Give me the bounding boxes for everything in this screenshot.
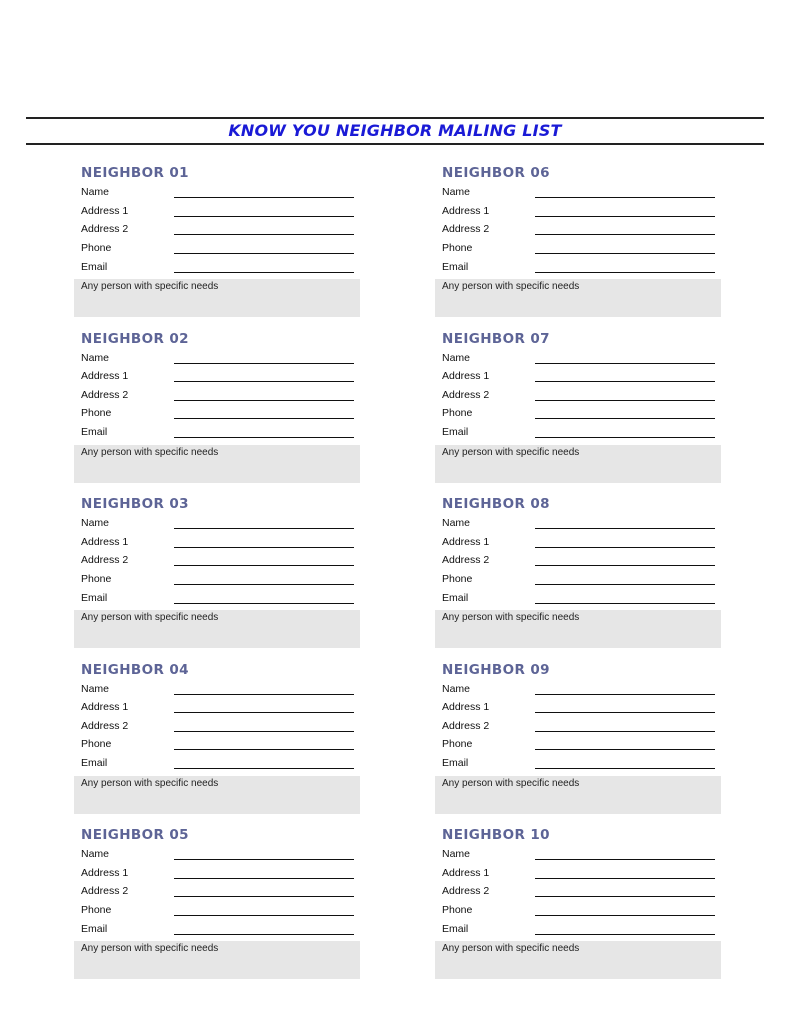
phone-field-row — [81, 902, 361, 920]
address-1-input-line[interactable] — [535, 878, 715, 879]
phone-field-row — [81, 405, 361, 423]
email-label: Email — [442, 426, 469, 438]
phone-input-line[interactable] — [174, 418, 354, 419]
name-input-line[interactable] — [174, 197, 354, 198]
phone-input-line[interactable] — [174, 253, 354, 254]
phone-label: Phone — [81, 407, 112, 419]
phone-label: Phone — [81, 241, 112, 254]
left-column — [74, 164, 374, 992]
neighbor-card-10 — [435, 826, 735, 992]
specific-needs-label: Any person with specific needs — [442, 281, 580, 292]
neighbor-card-09 — [435, 661, 735, 827]
phone-label: Phone — [442, 572, 473, 585]
address-2-label: Address 2 — [81, 388, 129, 401]
address-1-field-row — [442, 534, 722, 552]
specific-needs-box[interactable] — [74, 776, 360, 814]
phone-input-line[interactable] — [535, 915, 715, 916]
neighbor-card-06 — [435, 164, 735, 330]
address-1-label: Address 1 — [442, 204, 490, 217]
phone-input-line[interactable] — [174, 749, 354, 750]
specific-needs-label: Any person with specific needs — [442, 612, 580, 623]
email-input-line[interactable] — [535, 272, 715, 273]
address-1-label: Address 1 — [81, 204, 129, 217]
neighbor-card-04 — [74, 661, 374, 827]
neighbor-card-07 — [435, 330, 735, 496]
specific-needs-box[interactable] — [74, 941, 360, 979]
address-2-label: Address 2 — [442, 554, 490, 566]
name-label: Name — [442, 351, 471, 364]
name-label: Name — [81, 682, 110, 695]
specific-needs-label: Any person with specific needs — [442, 943, 580, 954]
address-2-label: Address 2 — [81, 554, 129, 566]
address-1-field-row — [81, 534, 361, 552]
neighbor-card-05 — [74, 826, 374, 992]
name-label: Name — [442, 682, 471, 695]
specific-needs-box[interactable] — [435, 279, 721, 317]
phone-field-row — [442, 405, 722, 423]
name-input-line[interactable] — [174, 859, 354, 860]
name-label: Name — [81, 186, 110, 198]
address-1-label: Address 1 — [442, 535, 490, 548]
name-input-line[interactable] — [535, 528, 715, 529]
phone-label: Phone — [442, 903, 473, 916]
phone-field-row — [81, 240, 361, 258]
name-field-row — [81, 846, 361, 864]
address-1-input-line[interactable] — [535, 712, 715, 713]
name-field-row — [442, 515, 722, 533]
address-1-label: Address 1 — [442, 866, 490, 879]
name-input-line[interactable] — [535, 859, 715, 860]
specific-needs-box[interactable] — [435, 941, 721, 979]
address-2-field-row — [442, 883, 722, 901]
neighbor-heading: NEIGHBOR 10 — [442, 827, 550, 843]
phone-input-line[interactable] — [535, 418, 715, 419]
phone-field-row — [442, 571, 722, 589]
neighbor-heading: NEIGHBOR 03 — [81, 496, 189, 512]
address-2-input-line[interactable] — [535, 896, 715, 897]
name-input-line[interactable] — [535, 363, 715, 364]
email-label: Email — [442, 591, 469, 604]
address-2-input-line[interactable] — [174, 565, 354, 566]
name-field-row — [81, 681, 361, 699]
address-1-input-line[interactable] — [535, 547, 715, 548]
name-input-line[interactable] — [174, 363, 354, 364]
email-label: Email — [81, 426, 108, 438]
specific-needs-box[interactable] — [435, 610, 721, 648]
neighbor-card-02 — [74, 330, 374, 496]
specific-needs-label: Any person with specific needs — [81, 612, 219, 623]
neighbor-heading: NEIGHBOR 02 — [81, 330, 189, 347]
name-field-row — [81, 515, 361, 533]
email-input-line[interactable] — [174, 768, 354, 769]
name-label: Name — [81, 351, 110, 364]
name-field-row — [442, 681, 722, 699]
address-2-input-line[interactable] — [535, 400, 715, 401]
phone-field-row — [442, 240, 722, 258]
email-label: Email — [81, 757, 108, 769]
address-1-field-row — [81, 203, 361, 221]
email-field-row — [442, 590, 722, 608]
specific-needs-box[interactable] — [74, 279, 360, 317]
address-1-field-row — [442, 699, 722, 717]
specific-needs-box[interactable] — [435, 776, 721, 814]
phone-input-line[interactable] — [535, 749, 715, 750]
email-field-row — [442, 921, 722, 939]
address-1-input-line[interactable] — [174, 216, 354, 217]
name-field-row — [81, 184, 361, 202]
address-2-label: Address 2 — [442, 388, 490, 401]
name-label: Name — [81, 848, 110, 860]
address-2-label: Address 2 — [81, 885, 129, 897]
address-2-field-row — [442, 552, 722, 570]
phone-field-row — [81, 571, 361, 589]
name-label: Name — [442, 186, 471, 198]
address-2-label: Address 2 — [81, 719, 129, 732]
neighbor-heading: NEIGHBOR 08 — [442, 496, 550, 512]
email-input-line[interactable] — [174, 437, 354, 438]
address-1-input-line[interactable] — [535, 216, 715, 217]
neighbor-heading: NEIGHBOR 05 — [81, 827, 189, 843]
email-label: Email — [442, 757, 469, 769]
address-1-label: Address 1 — [81, 866, 129, 879]
name-field-row — [442, 846, 722, 864]
neighbor-heading: NEIGHBOR 04 — [81, 661, 189, 678]
specific-needs-label: Any person with specific needs — [81, 943, 219, 954]
email-field-row — [81, 590, 361, 608]
address-2-label: Address 2 — [442, 885, 490, 897]
name-label: Name — [81, 517, 110, 529]
address-2-input-line[interactable] — [174, 896, 354, 897]
phone-label: Phone — [442, 241, 473, 254]
name-field-row — [442, 350, 722, 368]
address-1-field-row — [81, 368, 361, 386]
email-input-line[interactable] — [535, 437, 715, 438]
email-field-row — [81, 424, 361, 442]
name-input-line[interactable] — [174, 694, 354, 695]
email-field-row — [442, 259, 722, 277]
neighbor-card-01 — [74, 164, 374, 330]
address-1-input-line[interactable] — [174, 878, 354, 879]
page-title-bar — [26, 117, 764, 145]
name-field-row — [81, 350, 361, 368]
address-2-field-row — [81, 718, 361, 736]
neighbor-heading: NEIGHBOR 01 — [81, 165, 189, 181]
address-2-field-row — [442, 718, 722, 736]
email-label: Email — [81, 922, 108, 935]
address-1-field-row — [442, 368, 722, 386]
address-1-field-row — [81, 865, 361, 883]
address-1-input-line[interactable] — [174, 712, 354, 713]
neighbor-card-08 — [435, 495, 735, 661]
address-2-input-line[interactable] — [535, 234, 715, 235]
address-2-field-row — [81, 221, 361, 239]
email-input-line[interactable] — [535, 603, 715, 604]
phone-input-line[interactable] — [535, 253, 715, 254]
name-input-line[interactable] — [174, 528, 354, 529]
specific-needs-label: Any person with specific needs — [81, 777, 219, 789]
address-2-field-row — [442, 221, 722, 239]
address-2-label: Address 2 — [442, 223, 490, 235]
specific-needs-box[interactable] — [74, 445, 360, 483]
address-1-field-row — [442, 865, 722, 883]
email-label: Email — [81, 260, 108, 273]
phone-field-row — [442, 736, 722, 754]
email-input-line[interactable] — [174, 934, 354, 935]
address-1-field-row — [442, 203, 722, 221]
specific-needs-label: Any person with specific needs — [81, 446, 219, 458]
neighbor-card-03 — [74, 495, 374, 661]
neighbor-heading: NEIGHBOR 09 — [442, 661, 550, 678]
address-1-input-line[interactable] — [174, 381, 354, 382]
email-input-line[interactable] — [174, 603, 354, 604]
phone-input-line[interactable] — [535, 584, 715, 585]
email-input-line[interactable] — [535, 934, 715, 935]
address-2-label: Address 2 — [442, 719, 490, 732]
email-label: Email — [442, 922, 469, 935]
address-2-input-line[interactable] — [174, 731, 354, 732]
specific-needs-label: Any person with specific needs — [442, 777, 580, 789]
address-1-label: Address 1 — [81, 701, 129, 713]
phone-label: Phone — [81, 738, 112, 750]
address-2-label: Address 2 — [81, 223, 129, 235]
email-field-row — [81, 259, 361, 277]
email-field-row — [442, 755, 722, 773]
address-1-label: Address 1 — [81, 535, 129, 548]
specific-needs-box[interactable] — [435, 445, 721, 483]
address-2-field-row — [81, 387, 361, 405]
email-input-line[interactable] — [535, 768, 715, 769]
phone-label: Phone — [81, 572, 112, 585]
address-2-input-line[interactable] — [174, 400, 354, 401]
email-field-row — [442, 424, 722, 442]
email-field-row — [81, 755, 361, 773]
address-2-field-row — [81, 552, 361, 570]
name-label: Name — [442, 848, 471, 860]
name-input-line[interactable] — [535, 694, 715, 695]
address-1-input-line[interactable] — [174, 547, 354, 548]
phone-field-row — [81, 736, 361, 754]
address-2-field-row — [81, 883, 361, 901]
specific-needs-label: Any person with specific needs — [81, 281, 219, 292]
phone-input-line[interactable] — [174, 915, 354, 916]
address-2-input-line[interactable] — [535, 731, 715, 732]
name-input-line[interactable] — [535, 197, 715, 198]
phone-label: Phone — [442, 738, 473, 750]
phone-label: Phone — [81, 903, 112, 916]
address-2-field-row — [442, 387, 722, 405]
phone-input-line[interactable] — [174, 584, 354, 585]
phone-label: Phone — [442, 407, 473, 419]
phone-field-row — [442, 902, 722, 920]
address-1-label: Address 1 — [442, 701, 490, 713]
address-1-label: Address 1 — [81, 370, 129, 382]
page-title: KNOW YOU NEIGHBOR MAILING LIST — [228, 121, 562, 140]
neighbor-heading: NEIGHBOR 07 — [442, 330, 550, 347]
email-input-line[interactable] — [174, 272, 354, 273]
neighbor-heading: NEIGHBOR 06 — [442, 165, 550, 181]
specific-needs-box[interactable] — [74, 610, 360, 648]
name-label: Name — [442, 517, 471, 529]
right-column — [435, 164, 735, 992]
name-field-row — [442, 184, 722, 202]
address-1-input-line[interactable] — [535, 381, 715, 382]
email-label: Email — [81, 591, 108, 604]
address-1-field-row — [81, 699, 361, 717]
address-2-input-line[interactable] — [174, 234, 354, 235]
email-field-row — [81, 921, 361, 939]
address-2-input-line[interactable] — [535, 565, 715, 566]
address-1-label: Address 1 — [442, 370, 490, 382]
specific-needs-label: Any person with specific needs — [442, 446, 580, 458]
email-label: Email — [442, 260, 469, 273]
